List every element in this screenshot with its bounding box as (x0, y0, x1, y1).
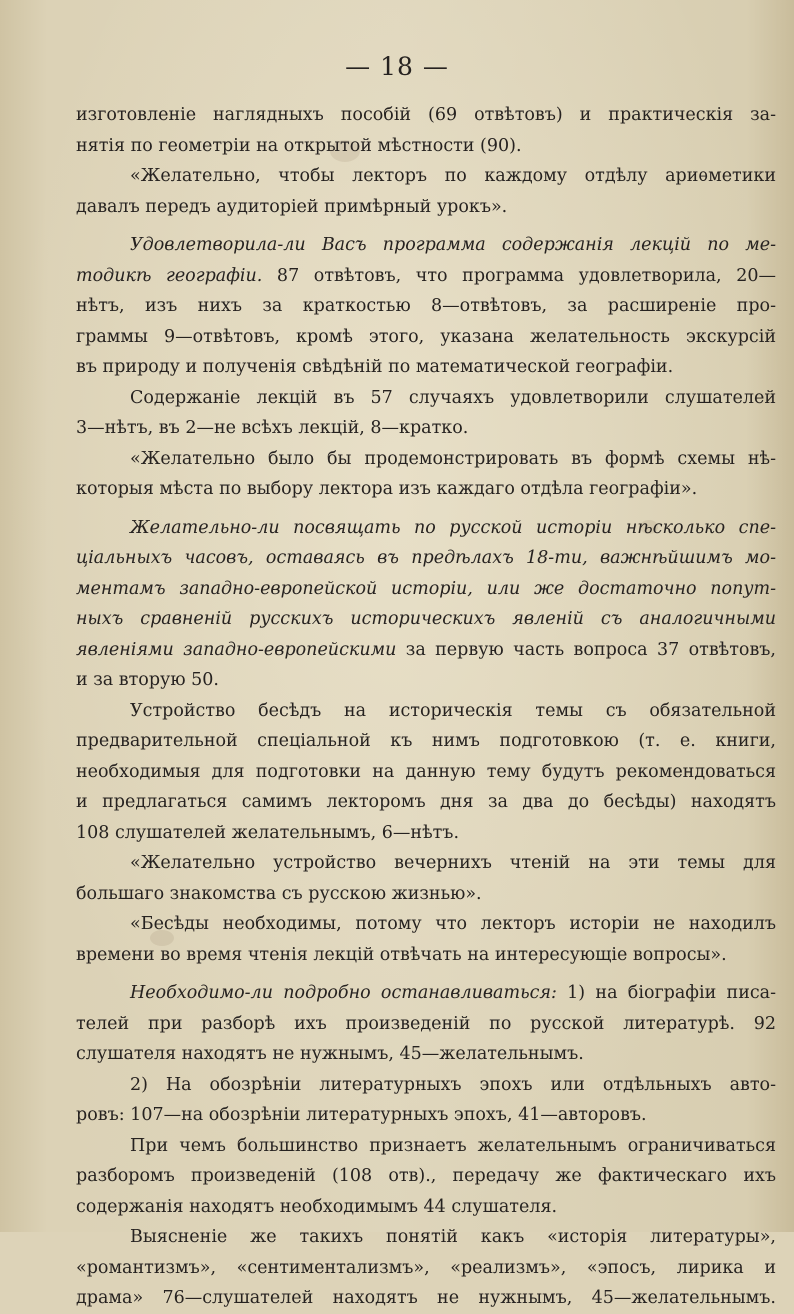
text-line (76, 413, 776, 444)
text-line (76, 757, 776, 788)
text-run: большаго знакомства съ русскою жизнью». (76, 883, 482, 904)
page-body (76, 100, 776, 1314)
text-line (76, 879, 776, 910)
text-line (76, 574, 776, 605)
paragraph (76, 1131, 776, 1223)
text-line (76, 444, 776, 475)
text-run: которыя мѣста по выбору лектора изъ каждаго отдѣла географіи». (76, 479, 698, 499)
text-line (76, 1192, 776, 1223)
text-line (76, 100, 776, 131)
text-line (76, 696, 776, 727)
text-line (76, 726, 776, 757)
question-text: Желательно-ли посвящать по русской исторіи нѣсколько спе- (130, 517, 776, 538)
text-line (76, 474, 776, 505)
text-line (76, 1222, 776, 1253)
paragraph-gap (76, 970, 776, 978)
question-text: ныхъ сравненій русскихъ историческихъ явленій съ аналогичными (76, 609, 776, 629)
text-line (76, 604, 776, 635)
question-text: тодикѣ географіи. (76, 265, 263, 286)
text-run: 87 отвѣтовъ, что программа удовлетворила, 20— (262, 265, 776, 286)
text-run: «Желательно было бы продемонстрировать въ формѣ схемы нѣ- (130, 448, 776, 469)
text-run: «Бесѣды необходимы, потому что лекторъ исторіи не находилъ (130, 914, 776, 934)
text-line (76, 665, 776, 696)
paragraph (76, 161, 776, 222)
text-line (76, 1009, 776, 1040)
question-text: ціальныхъ часовъ, оставаясь въ предѣлахъ 18-ти, важнѣйшимъ мо- (76, 548, 776, 568)
text-line (76, 322, 776, 353)
text-run: и предлагаться самимъ лекторомъ дня за два до бесѣды) находятъ (76, 792, 776, 812)
text-line (76, 1253, 776, 1284)
text-run: «Желательно, чтобы лекторъ по каждому отдѣлу ариѳметики (130, 166, 776, 186)
text-run: Выясненіе же такихъ понятій какъ «исторія литературы», (130, 1227, 776, 1247)
paragraph (76, 444, 776, 505)
text-run: граммы 9—отвѣтовъ, кромѣ этого, указана желательность экскурсій (76, 326, 776, 347)
question-text: ментамъ западно-европейской исторіи, или же достаточно попут- (76, 578, 776, 599)
paragraph (76, 230, 776, 383)
paragraph (76, 848, 776, 909)
text-line (76, 192, 776, 223)
text-line (76, 635, 776, 666)
text-run: содержанія находятъ необходимымъ 44 слушателя. (76, 1196, 558, 1217)
text-run: 2) На обозрѣніи литературныхъ эпохъ или отдѣльныхъ авто- (130, 1074, 776, 1095)
paragraph (76, 909, 776, 970)
text-line (76, 513, 776, 544)
text-line (76, 291, 776, 322)
text-run: времени во время чтенія лекцій отвѣчать на интересующіе вопросы». (76, 944, 727, 965)
text-run: «романтизмъ», «сентиментализмъ», «реализмъ», «эпосъ, лирика и (76, 1257, 776, 1278)
text-run: При чемъ большинство признаетъ желательнымъ ограничиваться (130, 1135, 776, 1156)
text-line (76, 383, 776, 414)
question-text: Необходимо-ли подробно останавливаться: (130, 983, 557, 1003)
text-line (76, 261, 776, 292)
question-text: Удовлетворила-ли Васъ программа содержанія лекцій по ме- (130, 235, 776, 255)
text-run: давалъ передъ аудиторіей примѣрный урокъ». (76, 196, 508, 217)
text-line (76, 787, 776, 818)
text-line (76, 1283, 776, 1314)
paragraph (76, 383, 776, 444)
paragraph-gap (76, 222, 776, 230)
question-text: явленіями западно-европейскими (76, 639, 397, 660)
text-run: телей при разборѣ ихъ произведеній по русской литературѣ. 92 (76, 1013, 776, 1034)
text-run: Устройство бесѣдъ на историческія темы съ обязательной (130, 700, 776, 721)
paragraph-gap (76, 505, 776, 513)
text-run: необходимыя для подготовки на данную тему будутъ рекомендоваться (76, 761, 776, 782)
text-run: Содержаніе лекцій въ 57 случаяхъ удовлетворили слушателей (130, 387, 776, 408)
text-line (76, 1100, 776, 1131)
text-line (76, 909, 776, 940)
text-run: въ природу и полученія свѣдѣній по математической географіи. (76, 357, 674, 377)
text-run: «Желательно устройство вечернихъ чтеній на эти темы для (130, 853, 776, 873)
text-line (76, 818, 776, 849)
text-run: нятія по геометріи на открытой мѣстности (90). (76, 135, 522, 156)
text-line (76, 1070, 776, 1101)
text-run: 3—нѣтъ, въ 2—не всѣхъ лекцій, 8—кратко. (76, 418, 469, 438)
paragraph (76, 696, 776, 849)
text-line (76, 940, 776, 971)
text-run: за первую часть вопроса 37 отвѣтовъ, (396, 639, 776, 660)
paragraph (76, 978, 776, 1070)
text-run: драма» 76—слушателей находятъ не нужнымъ, 45—желательнымъ. (76, 1288, 776, 1308)
page-number: — 18 — (345, 52, 449, 81)
paragraph (76, 1070, 776, 1131)
text-run: 1) на біографіи писа- (556, 983, 777, 1003)
text-run: ровъ: 107—на обозрѣніи литературныхъ эпохъ, 41—авторовъ. (76, 1105, 647, 1125)
text-run: разборомъ произведеній (108 отв)., передачу же фактическаго ихъ (76, 1166, 776, 1186)
text-run: нѣтъ, изъ нихъ за краткостью 8—отвѣтовъ, за расширеніе про- (76, 296, 776, 316)
text-run: слушателя находятъ не нужнымъ, 45—желательнымъ. (76, 1044, 584, 1064)
text-line (76, 978, 776, 1009)
text-line (76, 543, 776, 574)
text-run: 108 слушателей желательнымъ, 6—нѣтъ. (76, 822, 460, 843)
text-line (76, 161, 776, 192)
text-line (76, 848, 776, 879)
paragraph (76, 100, 776, 161)
text-line (76, 352, 776, 383)
text-line (76, 131, 776, 162)
paragraph (76, 513, 776, 696)
text-run: и за вторую 50. (76, 670, 219, 690)
text-line (76, 1131, 776, 1162)
text-line (76, 1161, 776, 1192)
paragraph (76, 1222, 776, 1314)
text-line (76, 1039, 776, 1070)
text-run: предварительной спеціальной къ нимъ подготовкою (т. е. книги, (76, 731, 776, 751)
text-line (76, 230, 776, 261)
text-run: изготовленіе наглядныхъ пособій (69 отвѣтовъ) и практическія за- (76, 105, 776, 125)
